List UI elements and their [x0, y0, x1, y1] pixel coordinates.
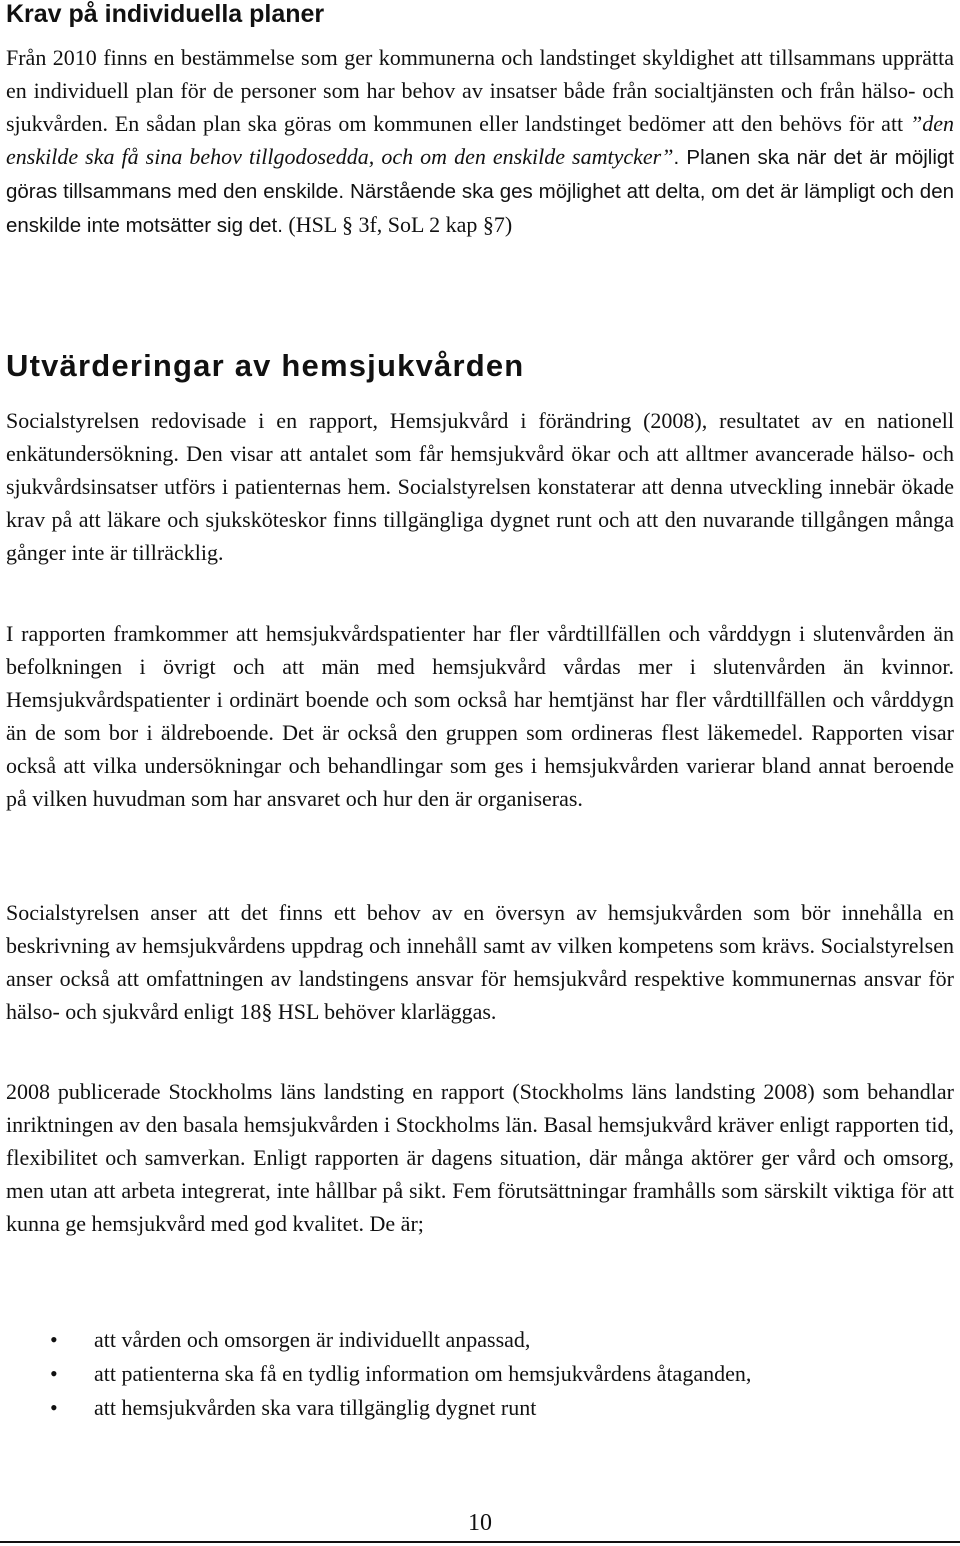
list-item-text: att vården och omsorgen är individuellt anpassad, — [94, 1327, 531, 1352]
list-item-text: att hemsjukvården ska vara tillgänglig dygnet runt — [94, 1395, 537, 1420]
paragraph-text-sans: . Planen ska när det är möjligt göras tillsammans med den enskilde. Närstående ska ges möjlighet att delta, om det är lämpligt och den enskilde inte motsätter sig det. — [6, 146, 954, 237]
paragraph-stockholm-report: 2008 publicerade Stockholms läns landsting en rapport (Stockholms läns landsting 2008) som behandlar inriktningen av den basala hemsjukvården i Stockholms län. Basal hemsjukvård kräver enligt rapporten tid, flexibilitet och samverkan. Enligt rapporten är dagens situation, där många aktörer ger vård och omsorg, men utan att arbeta integrerat, inte hållbar på sikt. Fem förutsättningar framhålls som särskilt viktiga för att kunna ge hemsjukvård med god kvalitet. De är; — [6, 1079, 954, 1236]
list-item — [6, 1391, 834, 1425]
paragraph-review-need: Socialstyrelsen anser att det finns ett behov av en översyn av hemsjukvården som bör innehålla en beskrivning av hemsjukvårdens uppdrag och innehåll samt av vilken kompetens som krävs. Socialstyrelsen anser också att omfattningen av landstingens ansvar för hemsjukvård respektive kommunernas ansvar för hälso- och sjukvård enligt 18§ HSL behöver klarläggas. — [6, 900, 954, 1024]
prerequisites-list — [6, 1323, 954, 1425]
bullet-icon: • — [50, 1327, 58, 1352]
paragraph-socialstyrelsen-report: Socialstyrelsen redovisade i en rapport, Hemsjukvård i förändring (2008), resultatet av en nationell enkätundersökning. Den visar att antalet som får hemsjukvård ökar och att alltmer avancerade hälso- och sjukvårdsinsatser utförs i patienternas hem. Socialstyrelsen konstaterar att denna utveckling innebär ökade krav på att läkare och sjuksköteskor finns tillgängliga dygnet runt och att den nuvarande tillgången många gånger inte är tillräcklig. — [6, 408, 954, 565]
law-reference: (HSL § 3f, SoL 2 kap §7) — [282, 212, 513, 237]
page-number: 10 — [468, 1510, 492, 1536]
paragraph-individual-plans — [6, 41, 954, 242]
italic-quote: ”den enskilde ska få sina behov tillgodosedda, och om den enskilde samtycker” — [6, 111, 954, 169]
section-heading-individual-plans: Krav på individuella planer — [6, 0, 325, 28]
list-item — [6, 1323, 834, 1357]
list-item-text: att patienterna ska få en tydlig information om hemsjukvårdens åtaganden, — [94, 1361, 752, 1386]
list-item — [6, 1357, 834, 1391]
bullet-icon: • — [50, 1395, 58, 1420]
bullet-icon: • — [50, 1361, 58, 1386]
paragraph-text: Från 2010 finns en bestämmelse som ger kommunerna och landstinget skyldighet att tillsammans upprätta en individuell plan för de personer som har behov av insatser både från socialtjänsten och från hälso- och sjukvården. En sådan plan ska göras om kommunen eller landstinget bedömer att den behövs för att — [6, 45, 954, 136]
section-heading-evaluations: Utvärderingar av hemsjukvården — [6, 348, 525, 383]
bottom-divider — [0, 1541, 960, 1543]
paragraph-report-findings: I rapporten framkommer att hemsjukvårdspatienter har fler vårdtillfällen och vårddygn i slutenvården än befolkningen i övrigt och att män med hemsjukvård vårdas mer i slutenvården än kvinnor. Hemsjukvårdspatienter i ordinärt boende och som också har hemtjänst har fler vårdtillfällen och vårddygn än de som bor i äldreboende. Det är också den gruppen som ordineras flest läkemedel. Rapporten visar också att vilka undersökningar och behandlingar som ges i hemsjukvården varierar bland annat beroende på vilken huvudman som har ansvaret och hur den är organiseras. — [6, 621, 954, 811]
